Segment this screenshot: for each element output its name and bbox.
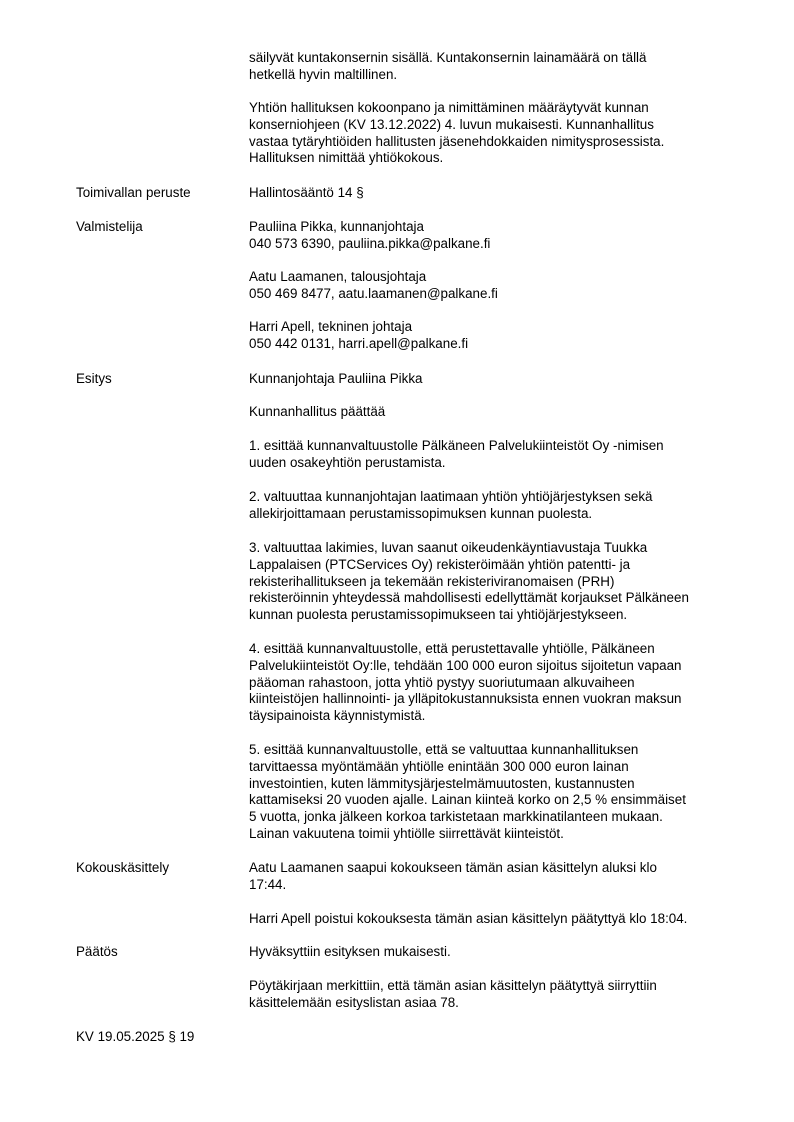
paatos-paragraph-2 (249, 978, 739, 1012)
text-line: 17:44. (249, 876, 287, 892)
intro-paragraph-2 (249, 100, 739, 167)
text-line: Hallituksen nimittää yhtiökokous. (249, 150, 444, 166)
text-line: Palvelukiinteistöt Oy:lle, tehdään 100 000 euron sijoitus sijoitetun vapaan (249, 657, 682, 673)
kokous-label: Kokouskäsittely (76, 860, 170, 875)
preparer-1 (249, 219, 739, 253)
text-line: täysipainoista käynnistymistä. (249, 708, 426, 724)
esitys-label: Esitys (76, 371, 112, 386)
text-line: 5 vuotta, jonka jälkeen korkoa tarkistetaan markkinatilanteen mukaan. (249, 809, 663, 825)
text-line: konserniohjeen (KV 13.12.2022) 4. luvun mukaisesti. Kunnanhallitus (249, 116, 654, 132)
text-line: kattamiseksi 20 vuoden ajalle. Lainan kiinteä korko on 2,5 % ensimmäiset (249, 792, 686, 808)
proposal-item-5 (249, 742, 739, 843)
text-line: uuden osakeyhtiön perustamista. (249, 454, 446, 470)
text-line: 5. esittää kunnanvaltuustolle, että se valtuuttaa kunnanhallituksen (249, 742, 639, 757)
text-line: tarvittaessa myöntämään yhtiölle enintään 300 000 euron lainan (249, 758, 629, 774)
preparer-2 (249, 269, 739, 303)
paatos-label: Päätös (76, 944, 118, 959)
text-line: hetkellä hyvin maltillinen. (249, 66, 398, 82)
text-line: pääoman rahastoon, jotta yhtiö pystyy suoriutumaan alkuvaiheen (249, 674, 635, 690)
proposal-item-1 (249, 438, 739, 472)
text-line: Lainan vakuutena toimii yhtiölle siirrettävät kiinteistöt. (249, 825, 564, 841)
valmistelija-label: Valmistelija (76, 219, 143, 234)
text-line: käsittelemään esityslistan asiaa 78. (249, 994, 459, 1010)
text-line: 2. valtuuttaa kunnanjohtajan laatimaan yhtiön yhtiöjärjestyksen sekä (249, 489, 653, 504)
text-line: 3. valtuuttaa lakimies, luvan saanut oikeudenkäyntiavustaja Tuukka (249, 540, 648, 555)
text-line: 1. esittää kunnanvaltuustolle Pälkäneen Palvelukiinteistöt Oy -nimisen (249, 438, 664, 453)
text-line: Lappalaisen (PTCServices Oy) rekisteröimään yhtiön patentti- ja (249, 556, 631, 572)
text-line: kunnan puolesta perustamissopimukseen tai yhtiöjärjestykseen. (249, 607, 628, 623)
text-line: Aatu Laamanen saapui kokoukseen tämän asian käsittelyn aluksi klo (249, 860, 657, 875)
text-line: rekisteröinnin yhteydessä mahdollisesti edellyttämät korjaukset Pälkäneen (249, 590, 689, 606)
footer-reference: KV 19.05.2025 § 19 (76, 1029, 195, 1044)
esitys-decides (249, 404, 739, 421)
preparer-contact: 050 442 0131, harri.apell@palkane.fi (249, 335, 469, 351)
text-line: kiinteistöjen hallinnointi- ja ylläpitokustannuksista ennen vuokran maksun (249, 691, 682, 707)
text-line: Harri Apell poistui kokouksesta tämän asian käsittelyn päätyttyä klo 18:04. (249, 911, 688, 926)
toimivalta-value (249, 185, 739, 202)
esitys-presenter (249, 371, 739, 388)
text-line: Kunnanhallitus päättää (249, 404, 386, 419)
paatos-paragraph-1 (249, 944, 739, 961)
text-line: 4. esittää kunnanvaltuustolle, että perustettavalle yhtiölle, Pälkäneen (249, 641, 655, 656)
preparer-name: Pauliina Pikka, kunnanjohtaja (249, 219, 424, 234)
text-line: säilyvät kuntakonsernin sisällä. Kuntakonsernin lainamäärä on tällä (249, 50, 647, 65)
text-line: Kunnanjohtaja Pauliina Pikka (249, 371, 423, 386)
text-line: Pöytäkirjaan merkittiin, että tämän asian käsittelyn päätyttyä siirryttiin (249, 978, 657, 993)
kokous-paragraph-2 (249, 911, 739, 928)
preparer-name: Aatu Laamanen, talousjohtaja (249, 269, 427, 284)
text-line: Hyväksyttiin esityksen mukaisesti. (249, 944, 451, 959)
preparer-contact: 050 469 8477, aatu.laamanen@palkane.fi (249, 285, 498, 301)
text-line: investointien, kuten lämmitysjärjestelmämuutosten, kustannusten (249, 775, 635, 791)
proposal-item-4 (249, 641, 739, 725)
kokous-paragraph-1 (249, 860, 739, 894)
intro-paragraph-1 (249, 50, 739, 84)
preparer-name: Harri Apell, tekninen johtaja (249, 319, 413, 334)
proposal-item-3 (249, 540, 739, 624)
text-line: rekisterihallitukseen ja tekemään rekisteriviranomaisen (PRH) (249, 573, 615, 589)
preparer-3 (249, 319, 739, 353)
text-line: Yhtiön hallituksen kokoonpano ja nimittäminen määräytyvät kunnan (249, 100, 649, 115)
preparer-contact: 040 573 6390, pauliina.pikka@palkane.fi (249, 235, 491, 251)
text-line: allekirjoittamaan perustamissopimuksen kunnan puolesta. (249, 505, 593, 521)
text-line: Hallintosääntö 14 § (249, 185, 364, 200)
text-line: vastaa tytäryhtiöiden hallitusten jäsenehdokkaiden nimitysprosessista. (249, 133, 665, 149)
proposal-item-2 (249, 489, 739, 523)
toimivalta-label: Toimivallan peruste (76, 185, 191, 200)
